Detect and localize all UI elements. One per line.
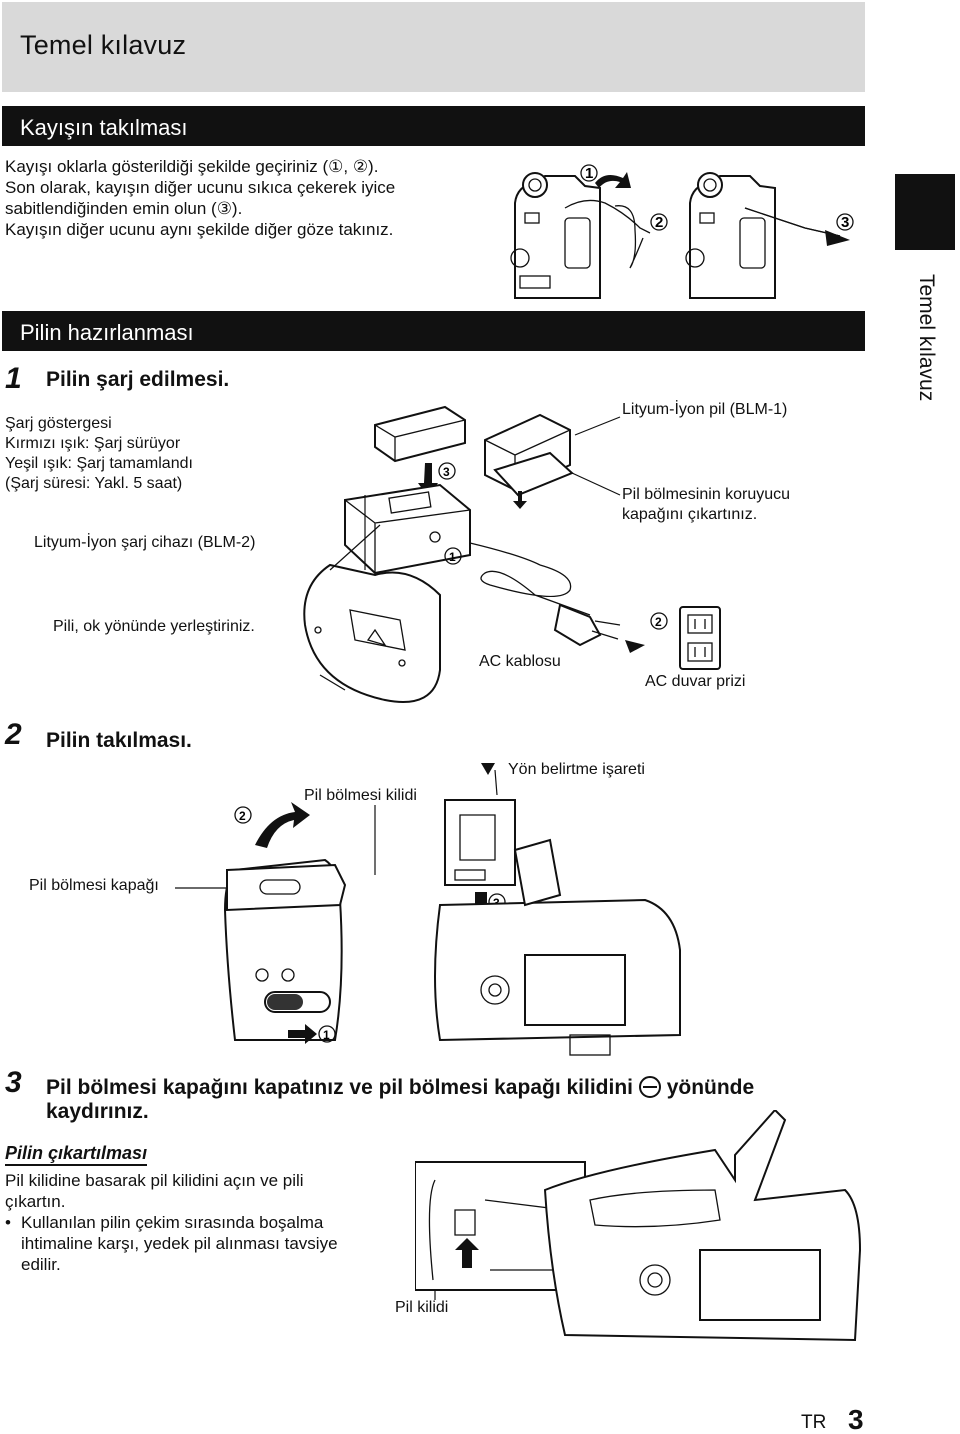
strap-instructions [5, 156, 505, 240]
step-3-line-1a: Pil bölmesi kapağını kapatınız ve pil bölmesi kapağı kilidini [46, 1076, 633, 1099]
camera-body-1 [511, 173, 600, 298]
battery-pack-image [375, 407, 465, 461]
strap-marker-1: 1 [585, 165, 594, 182]
direction-mark-label: Yön belirtme işareti [508, 761, 645, 778]
section-heading-strap-text: Kayışın takılması [20, 115, 188, 140]
strap-line-3: sabitlendiğinden emin olun (③). [5, 199, 243, 218]
side-tab-label: Temel kılavuz [915, 274, 938, 402]
tip-line-3: edilir. [21, 1255, 61, 1274]
direction-mark-icon [481, 763, 495, 775]
cover-instruction-line-1: Pil bölmesinin koruyucu [622, 486, 791, 503]
step-1-number: 1 [5, 362, 22, 395]
tip-line-1: Kullanılan pilin çekim sırasında boşalma [21, 1213, 324, 1232]
charger-marker-2: 2 [655, 615, 662, 629]
section-heading-battery [2, 311, 865, 351]
battery-removal-illustration [415, 1110, 865, 1350]
wall-outlet-image [680, 607, 720, 669]
strap-marker-3: 3 [841, 214, 850, 231]
strap-line-4: Kayışın diğer ucunu aynı şekilde diğer göze takınız. [5, 220, 394, 239]
charger-label: Lityum-İyon şarj cihazı (BLM-2) [34, 534, 256, 551]
battery-cover-lock-image [227, 865, 345, 910]
battery-cover-image [485, 415, 572, 495]
cover-instruction-line-2: kapağını çıkartınız. [622, 506, 758, 523]
charger-marker-3: 3 [443, 465, 450, 479]
ac-plug-image [555, 605, 620, 645]
strap-line-1: Kayışı oklarla gösterildiği şekilde geçiriniz (①, ②). [5, 157, 379, 176]
step-3-number: 3 [5, 1066, 22, 1099]
red-light-text: Kırmızı ışık: Şarj sürüyor [5, 435, 181, 452]
section-heading-strap [2, 106, 865, 146]
insert-marker-2: 2 [239, 809, 246, 823]
removal-line-1: Pil kilidine basarak pil kilidini açın ve pili [5, 1171, 304, 1190]
battery-pack-image-2 [445, 800, 515, 885]
step-3-line-2: kaydırınız. [46, 1100, 149, 1123]
charger-marker-1: 1 [449, 550, 456, 564]
battery-cover-label: Pil bölmesi kapağı [29, 877, 159, 894]
charge-time-text: (Şarj süresi: Yakl. 5 saat) [5, 475, 183, 492]
strap-illustration [505, 158, 865, 303]
camera-back-open-image [545, 1110, 860, 1340]
tip-line-2: ihtimaline karşı, yedek pil alınması tavsiye [21, 1234, 338, 1253]
removal-tip [5, 1212, 390, 1275]
battery-lock-label: Pil bölmesi kilidi [304, 787, 417, 804]
step-2-title: Pilin takılması. [46, 729, 192, 752]
step-3-line-1b: yönünde [666, 1076, 755, 1099]
step-2-number: 2 [5, 718, 22, 751]
removal-text [5, 1170, 390, 1275]
charge-info [5, 414, 193, 494]
lock-symbol-icon [639, 1076, 661, 1098]
bullet-marker: • [5, 1213, 11, 1232]
footer-lang: TR [801, 1412, 827, 1433]
side-tab-marker [895, 174, 955, 250]
removal-line-2: çıkartın. [5, 1192, 66, 1211]
step-1-title: Pilin şarj edilmesi. [46, 368, 230, 391]
green-light-text: Yeşil ışık: Şarj tamamlandı [5, 455, 193, 472]
insert-instruction: Pili, ok yönünde yerleştiriniz. [53, 618, 255, 635]
page-title: Temel kılavuz [20, 30, 187, 60]
battery-insertion-illustration [175, 760, 695, 1060]
battery-insert-detail [304, 565, 440, 702]
removal-heading: Pilin çıkartılması [5, 1143, 147, 1166]
charge-indicator-label: Şarj göstergesi [5, 415, 112, 432]
camera-body-2 [686, 173, 775, 298]
battery-label: Lityum-İyon pil (BLM-1) [622, 401, 788, 418]
ac-cable-label: AC kablosu [479, 653, 561, 670]
battery-lock-label-2: Pil kilidi [395, 1299, 449, 1316]
charger-illustration [290, 395, 830, 705]
strap-line-2: Son olarak, kayışın diğer ucunu sıkıca çekerek iyice [5, 178, 396, 197]
section-heading-battery-text: Pilin hazırlanması [20, 320, 194, 345]
strap-marker-2: 2 [655, 214, 664, 231]
insert-marker-1: 1 [323, 1028, 330, 1042]
ac-outlet-label: AC duvar prizi [645, 673, 746, 690]
page-number: 3 [848, 1404, 864, 1434]
